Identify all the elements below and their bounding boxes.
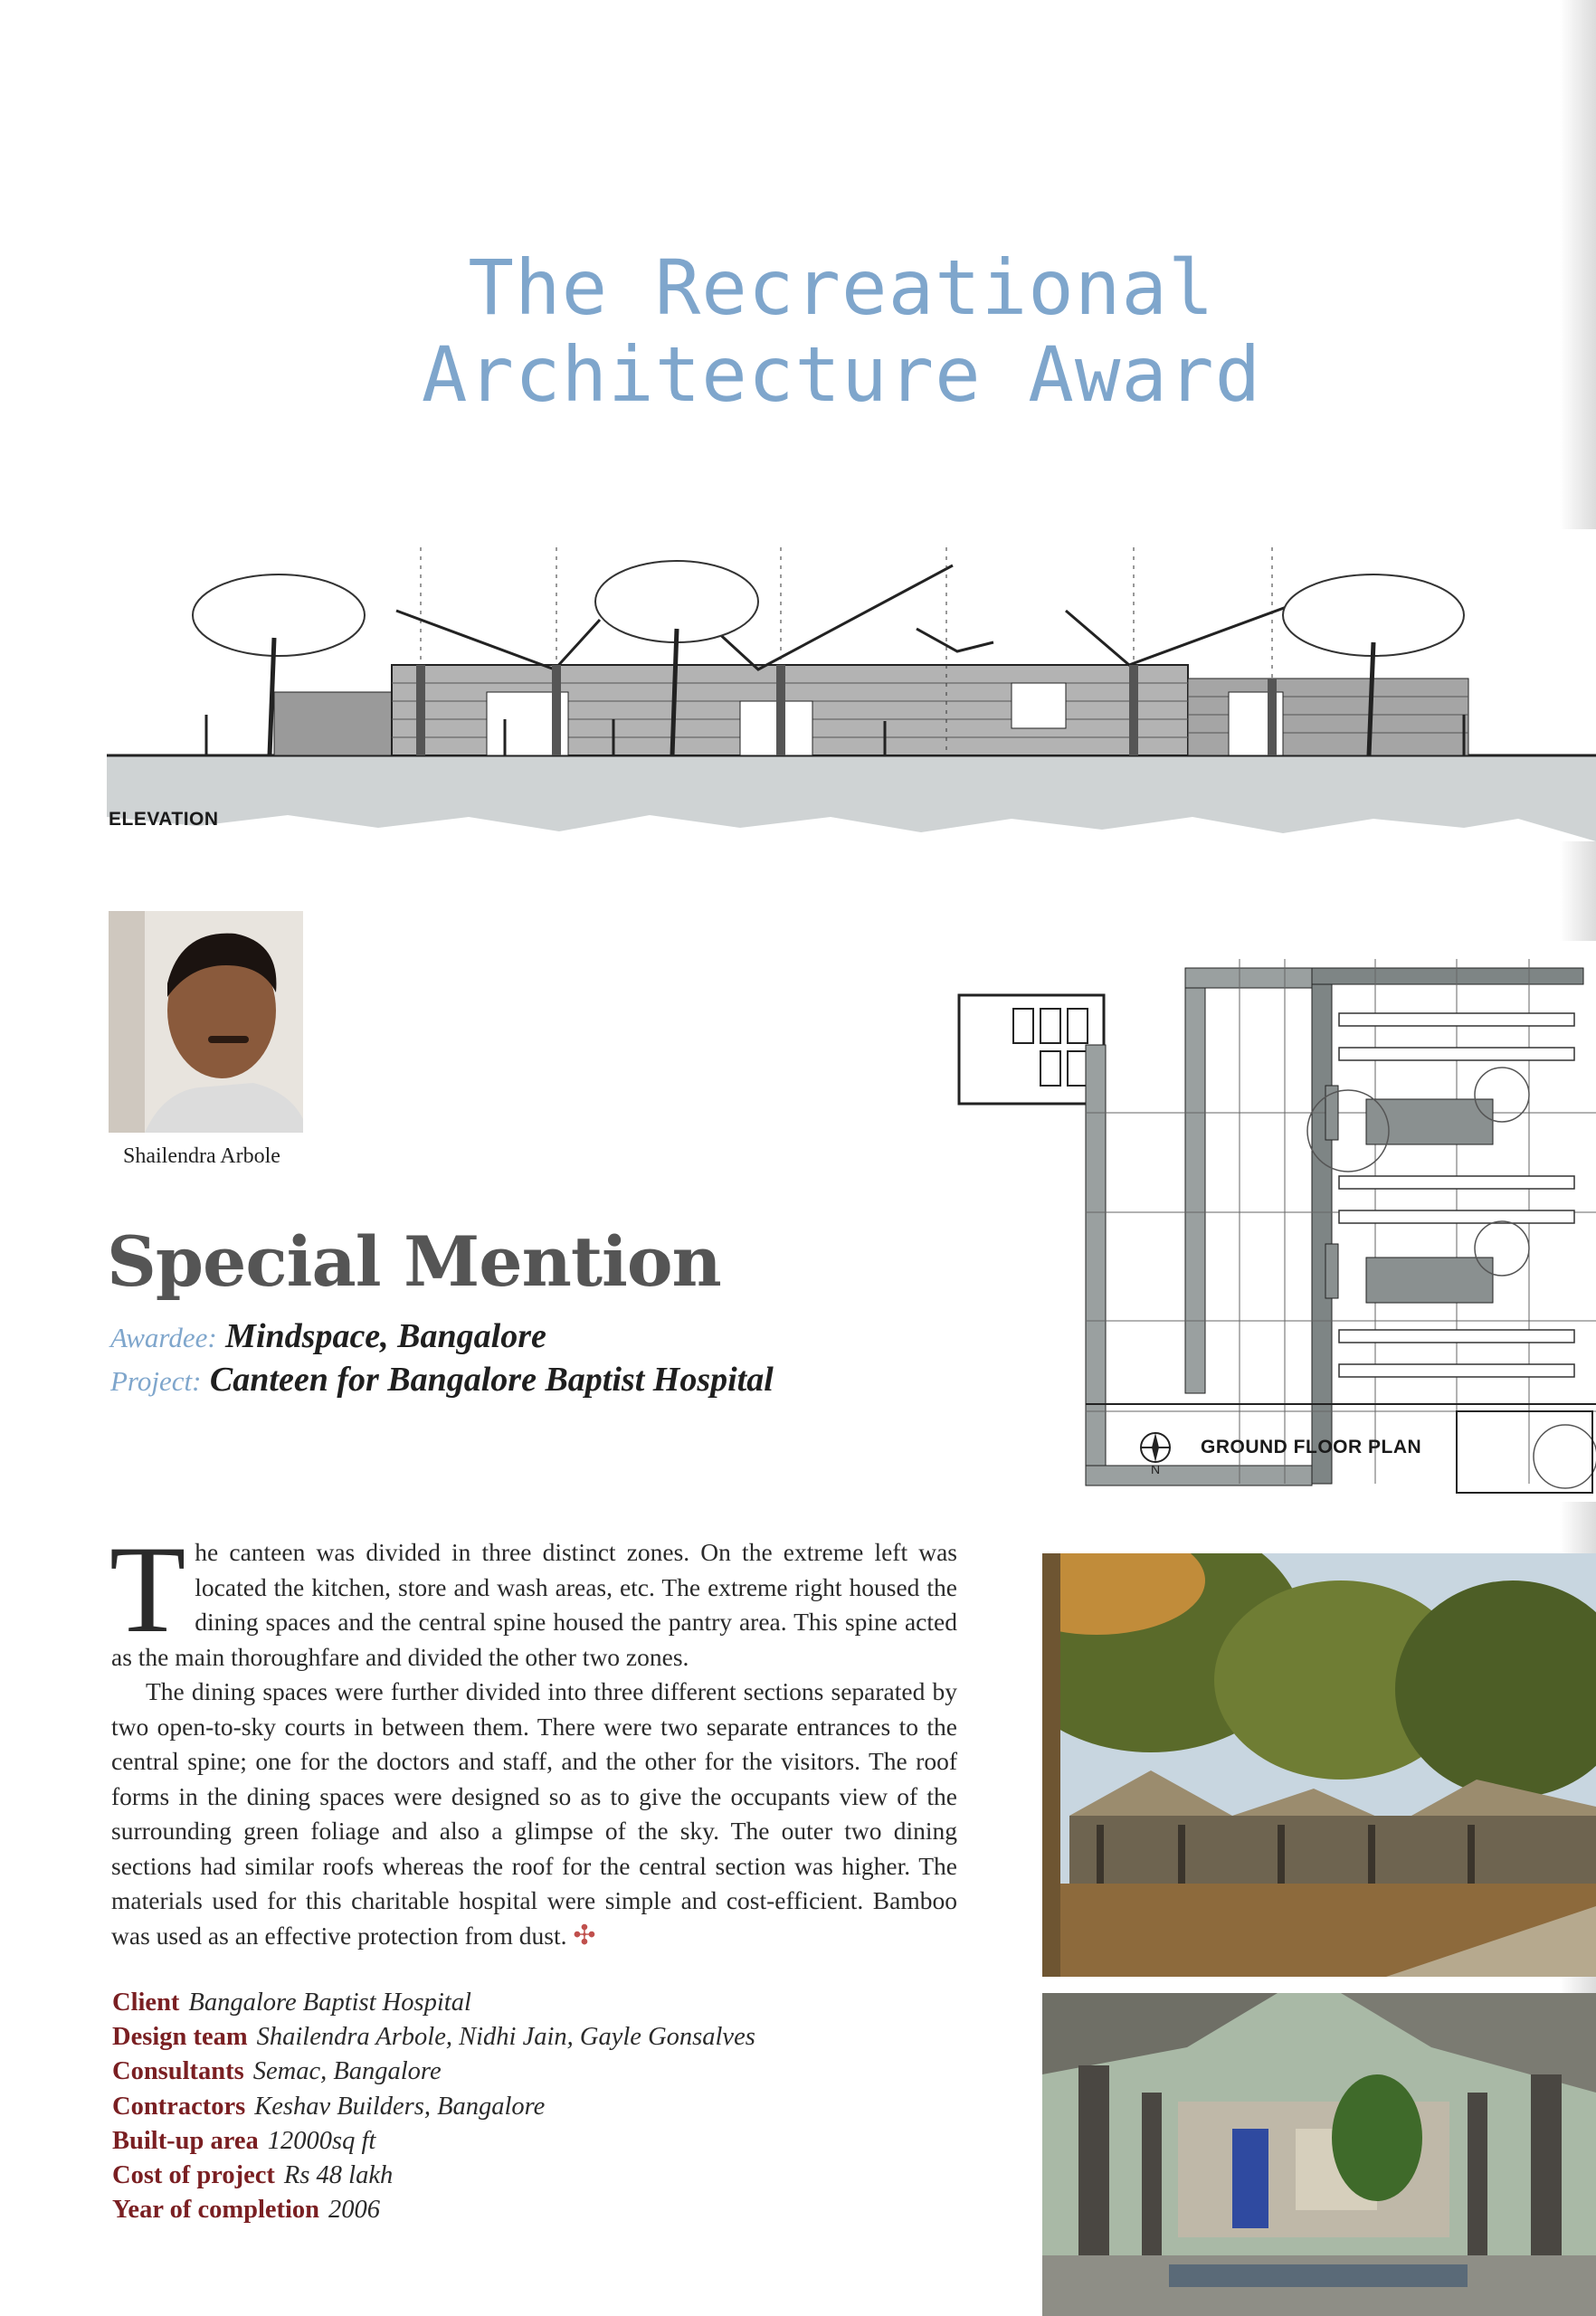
plan-label: GROUND FLOOR PLAN	[1201, 1437, 1422, 1457]
project-key: Project:	[110, 1365, 202, 1397]
credit-row	[112, 2193, 755, 2227]
portrait-caption: Shailendra Arbole	[123, 1144, 280, 1168]
paragraph-1	[109, 1520, 957, 1675]
courtyard-photo	[1042, 1993, 1596, 2316]
credit-key: Cost of project	[112, 2161, 275, 2190]
credit-row	[112, 2020, 755, 2055]
award-heading: Special Mention	[107, 1221, 721, 1302]
project-credits	[112, 1986, 755, 2227]
ground-floor-plan	[950, 941, 1596, 1502]
paragraph-2	[111, 1675, 957, 1953]
title-line-2: Architecture Award	[421, 330, 1262, 419]
title-line-1: The Recreational	[468, 243, 1215, 332]
paragraph-2-text: The dining spaces were further divided into three different sections separated by two open-to-sky courts in between them. There were two separate entrances to the central spine; one for the doctors and staff, and the other for the visitors. The roof forms in the dining spaces were designed so as to give the occupants view of the surrounding green foliage and also a glimpse of the sky. The outer two dining sections had similar roofs whereas the roof for the central section was higher. The materials used for this charitable hospital were simple and cost-efficient. Bamboo was used as an effective protection from dust.	[111, 1677, 957, 1950]
credit-key: Design team	[112, 2023, 248, 2052]
elevation-label: ELEVATION	[109, 809, 219, 830]
credit-value: Semac, Bangalore	[252, 2057, 442, 2086]
architect-portrait	[109, 911, 303, 1133]
awardee-line	[110, 1316, 546, 1356]
project-value: Canteen for Bangalore Baptist Hospital	[209, 1361, 774, 1399]
credit-value: 2006	[328, 2196, 381, 2225]
credit-row	[112, 2090, 755, 2124]
credit-row	[112, 2124, 755, 2159]
awardee-value: Mindspace, Bangalore	[225, 1317, 546, 1355]
credit-value: 12000sq ft	[267, 2126, 376, 2155]
paragraph-1-text: he canteen was divided in three distinct zones. On the extreme left was located the kitchen, store and wash areas, etc. The extreme right housed the dining spaces and the central spine housed the pantry area. This spine acted as the main thoroughfare and divided the other two zones.	[111, 1538, 957, 1671]
credit-key: Client	[112, 1989, 180, 2017]
end-mark-icon: ✣	[573, 1920, 596, 1951]
awardee-key: Awardee:	[110, 1322, 217, 1353]
elevation-drawing	[107, 529, 1596, 841]
north-arrow-icon	[1135, 1429, 1175, 1475]
credit-row	[112, 2055, 755, 2089]
credit-row	[112, 2159, 755, 2193]
credit-key: Year of completion	[112, 2196, 320, 2225]
credit-key: Built-up area	[112, 2126, 259, 2155]
credit-key: Consultants	[112, 2057, 244, 2086]
credit-key: Contractors	[112, 2092, 246, 2121]
exterior-photo	[1042, 1553, 1596, 1977]
north-label: N	[1150, 1462, 1161, 1475]
project-line	[110, 1360, 774, 1400]
drop-cap: T	[109, 1520, 186, 1658]
credit-row	[112, 1986, 755, 2020]
article-body	[109, 1520, 957, 1953]
credit-value: Shailendra Arbole, Nidhi Jain, Gayle Gonsalves	[256, 2023, 755, 2052]
page-title	[299, 244, 1384, 418]
credit-value: Rs 48 lakh	[283, 2161, 394, 2190]
credit-value: Keshav Builders, Bangalore	[254, 2092, 546, 2121]
credit-value: Bangalore Baptist Hospital	[188, 1989, 471, 2017]
